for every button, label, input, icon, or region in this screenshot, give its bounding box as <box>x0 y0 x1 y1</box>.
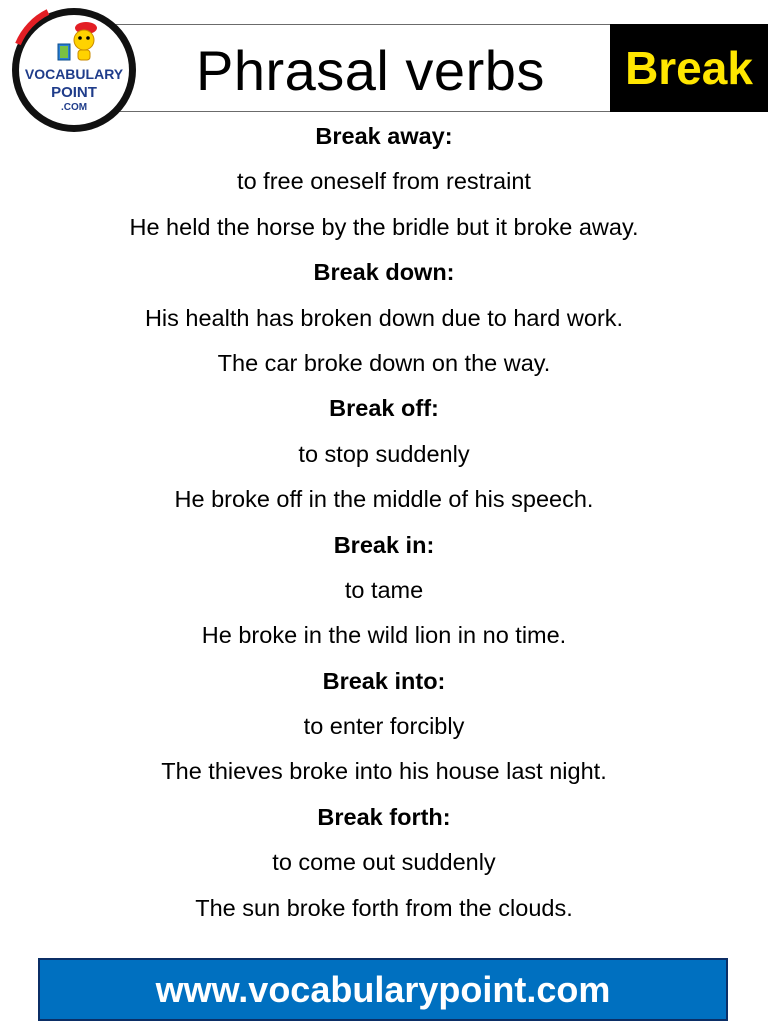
page-title: Phrasal verbs <box>196 39 545 102</box>
entry-meaning: to come out suddenly <box>272 849 496 876</box>
entry-heading: Break into: <box>322 667 446 694</box>
entry-meaning: to tame <box>344 576 424 603</box>
logo-text-line1: VOCABULARY <box>24 66 124 82</box>
entry-break-into <box>0 659 768 795</box>
entry-break-off <box>0 386 768 522</box>
entry-heading: Break forth: <box>317 803 451 830</box>
topic-tag: Break <box>610 24 768 112</box>
entry-break-forth <box>0 795 768 931</box>
entry-heading: Break off: <box>329 395 439 422</box>
website-url-banner: www.vocabularypoint.com <box>38 958 728 1021</box>
entry-heading: Break away: <box>315 123 453 149</box>
phrasal-verb-list <box>0 114 768 931</box>
entry-example: He broke off in the middle of his speech. <box>174 486 594 513</box>
entry-break-away <box>0 114 768 250</box>
entry-meaning: to free oneself from restraint <box>237 168 531 195</box>
entry-break-down <box>0 250 768 386</box>
entry-break-in <box>0 523 768 659</box>
entry-example: His health has broken down due to hard work. <box>144 304 624 331</box>
entry-meaning: to enter forcibly <box>303 713 465 740</box>
entry-heading: Break in: <box>333 531 435 558</box>
entry-example: The thieves broke into his house last night. <box>161 758 607 785</box>
entry-example: He broke in the wild lion in no time. <box>201 622 567 649</box>
entry-example: The sun broke forth from the clouds. <box>195 894 573 921</box>
logo-text-line3: .COM <box>60 102 88 113</box>
entry-heading: Break down: <box>313 259 455 286</box>
entry-example: He held the horse by the bridle but it broke away. <box>129 213 639 240</box>
entry-meaning: to stop suddenly <box>298 440 470 467</box>
logo-text-line2: POINT <box>51 84 97 101</box>
entry-example: The car broke down on the way. <box>217 349 551 376</box>
